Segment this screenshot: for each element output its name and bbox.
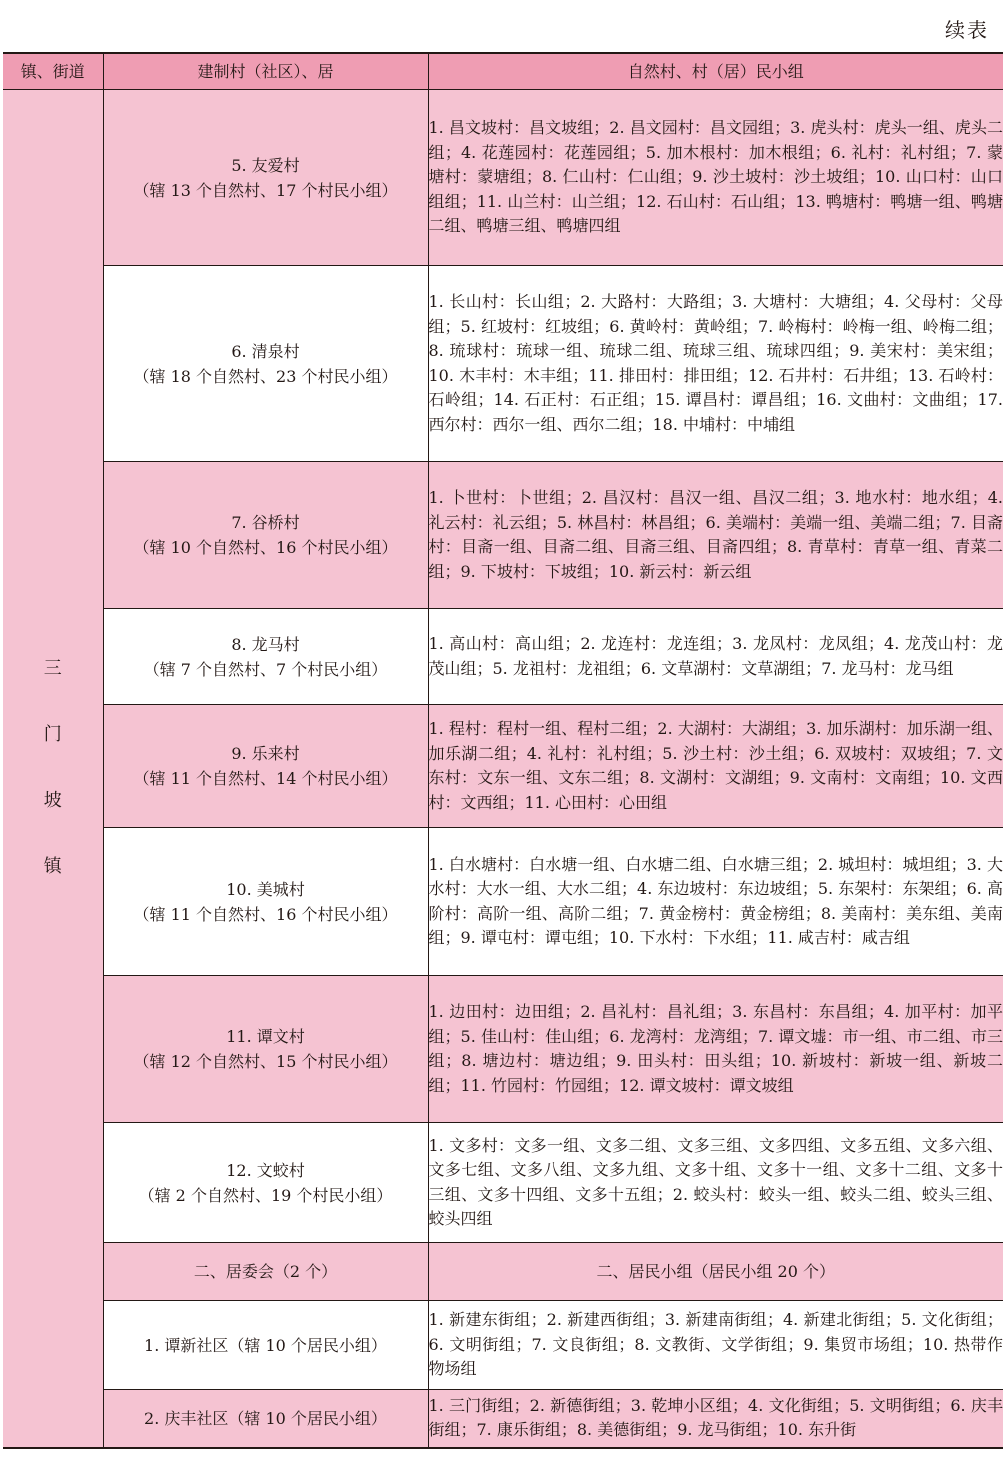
table-row: [3, 462, 1003, 609]
village-summary: （辖 2 个自然村、19 个村民小组）: [138, 1185, 393, 1205]
table-row: [3, 976, 1003, 1123]
village-cell: [103, 828, 428, 976]
village-name: 6. 清泉村: [231, 341, 300, 361]
community-cell: [103, 1301, 428, 1390]
groups-cell: [428, 705, 1003, 828]
groups-cell: [428, 462, 1003, 609]
committee-cell: [103, 1243, 428, 1301]
groups-text: 1. 三门街组；2. 新德街组；3. 乾坤小区组；4. 文化街组；5. 文明街组；6. 庆丰街组；7. 康乐街组；8. 美德街组；9. 龙马街组；10. 东升街: [428, 1395, 1003, 1440]
groups-text: 1. 程村：程村一组、程村二组；2. 大湖村：大湖组；3. 加乐湖村：加乐湖一组、加乐湖二组；4. 礼村：礼村组；5. 沙土村：沙土组；6. 双坡村：双坡组；7. 文东村：文东一组、文东二组；8. 文湖村：文湖组；9. 文南村：文南组；10. 文西村：文西组；11. 心田村：心田组: [428, 719, 1003, 812]
table-row: [3, 705, 1003, 828]
village-cell: [103, 609, 428, 705]
village-name: 8. 龙马村: [231, 634, 300, 654]
groups-cell: [428, 976, 1003, 1123]
village-name: 9. 乐来村: [231, 744, 300, 763]
village-name: 12. 文蛟村: [226, 1160, 305, 1180]
resident-groups-cell: [428, 1243, 1003, 1301]
resident-groups-label: 二、居民小组（居民小组 20 个）: [596, 1261, 836, 1281]
groups-cell: [428, 266, 1003, 462]
table-row: [3, 266, 1003, 462]
groups-text: 1. 文多村：文多一组、文多二组、文多三组、文多四组、文多五组、文多六组、文多七组、文多八组、文多九组、文多十组、文多十一组、文多十二组、文多十三组、文多十四组、文多十五组；2. 蛟头村：蛟头一组、蛟头二组、蛟头三组、蛟头四组: [428, 1135, 1003, 1228]
village-summary: （辖 13 个自然村、17 个村民小组）: [133, 180, 398, 200]
groups-text: 1. 白水塘村：白水塘一组、白水塘二组、白水塘三组；2. 城坦村：城坦组；3. 大水村：大水一组、大水二组；4. 东边坡村：东边坡组；5. 东架村：东架组；6. 高阶村：高阶一组、高阶二组；7. 黄金榜村：黄金榜组；8. 美南村：美东组、美南组；9. 谭屯村：谭屯组；10. 下水村：下水组；11. 咸吉村：咸吉组: [428, 854, 1003, 947]
groups-text: 1. 昌文坡村：昌文坡组；2. 昌文园村：昌文园组；3. 虎头村：虎头一组、虎头二组；4. 花莲园村：花莲园组；5. 加木根村：加木根组；6. 礼村：礼村组；7. 蒙塘村：蒙塘组；8. 仁山村：仁山组；9. 沙土坡村：沙土坡组；10. 山口村：山口组组；11. 山兰村：山兰组；12. 石山村：石山组；13. 鸭塘村：鸭塘一组、鸭塘二组、鸭塘三组、鸭塘四组: [428, 118, 1003, 236]
town-cell: [3, 90, 103, 1448]
village-cell: [103, 266, 428, 462]
committee-label: 二、居委会（2 个）: [193, 1262, 338, 1281]
column-header-groups: 自然村、村（居）民小组: [428, 53, 1003, 90]
groups-cell: [428, 609, 1003, 705]
table-row: [3, 1301, 1003, 1390]
continued-label: 续表: [945, 18, 989, 42]
groups-cell: [428, 90, 1003, 266]
community-name: 1. 谭新社区（辖 10 个居民小组）: [144, 1335, 387, 1355]
groups-text: 1. 高山村：高山组；2. 龙连村：龙连组；3. 龙凤村：龙凤组；4. 龙茂山村：龙茂山组；5. 龙祖村：龙祖组；6. 文草湖村：文草湖组；7. 龙马村：龙马组: [428, 634, 1003, 678]
village-cell: [103, 1123, 428, 1243]
table-row: [3, 609, 1003, 705]
village-summary: （辖 12 个自然村、15 个村民小组）: [133, 1052, 398, 1071]
community-cell: [103, 1390, 428, 1448]
groups-cell: [428, 1301, 1003, 1390]
village-cell: [103, 462, 428, 609]
community-name: 2. 庆丰社区（辖 10 个居民小组）: [144, 1408, 387, 1428]
groups-text: 1. 卜世村：卜世组；2. 昌汉村：昌汉一组、昌汉二组；3. 地水村：地水组；4. 礼云村：礼云组；5. 林昌村：林昌组；6. 美端村：美端一组、美端二组；7. 目斋村：目斋一组、目斋二组、目斋三组、目斋四组；8. 青草村：青草一组、青菜二组；9. 下坡村：下坡组；10. 新云村：新云组: [428, 488, 1003, 581]
village-cell: [103, 90, 428, 266]
village-name: 10. 美城村: [226, 879, 305, 899]
column-header-unit: 建制村（社区）、居: [103, 53, 428, 90]
village-summary: （辖 11 个自然村、14 个村民小组）: [133, 769, 398, 788]
village-cell: [103, 705, 428, 828]
table-row: [3, 1390, 1003, 1448]
table-row: [3, 90, 1003, 266]
village-summary: （辖 18 个自然村、23 个村民小组）: [133, 366, 398, 386]
village-summary: （辖 7 个自然村、7 个村民小组）: [143, 659, 388, 679]
village-summary: （辖 11 个自然村、16 个村民小组）: [133, 904, 398, 924]
village-cell: [103, 976, 428, 1123]
groups-text: 1. 新建东街组；2. 新建西街组；3. 新建南街组；4. 新建北街组；5. 文化街组；6. 文明街组；7. 文良街组；8. 文教街、文学街组；9. 集贸市场组；10. 热带作物场组: [428, 1310, 1003, 1379]
table-row: [3, 1243, 1003, 1301]
table-header-row: [3, 53, 1003, 90]
groups-text: 1. 长山村：长山组；2. 大路村：大路组；3. 大塘村：大塘组；4. 父母村：父母组；5. 红坡村：红坡组；6. 黄岭村：黄岭组；7. 岭梅村：岭梅一组、岭梅二组；8. 琉球村：琉球一组、琉球二组、琉球三组、琉球四组；9. 美宋村：美宋组；10. 木丰村：木丰组；11. 排田村：排田组；12. 石井村：石井组；13. 石岭村：石岭组；14. 石正村：石正组；15. 谭昌村：谭昌组；16. 文曲村：文曲组；17. 西尔村：西尔一组、西尔二组；18. 中埔村：中埔组: [428, 292, 1003, 434]
village-name: 5. 友爱村: [231, 155, 300, 175]
groups-cell: [428, 1390, 1003, 1448]
table-row: [3, 1123, 1003, 1243]
table-row: [3, 828, 1003, 976]
village-name: 7. 谷桥村: [231, 513, 300, 532]
column-header-town: 镇、街道: [3, 53, 103, 90]
town-name: 三门坡镇: [43, 658, 62, 878]
village-name: 11. 谭文村: [226, 1027, 305, 1046]
groups-text: 1. 边田村：边田组；2. 昌礼村：昌礼组；3. 东昌村：东昌组；4. 加平村：加平组；5. 佳山村：佳山组；6. 龙湾村：龙湾组；7. 谭文墟：市一组、市二组、市三组；8. 塘边村：塘边组；9. 田头村：田头组；10. 新坡村：新坡一组、新坡二组；11. 竹园村：竹园组；12. 谭文坡村：谭文坡组: [428, 1002, 1003, 1095]
village-group-table: [3, 52, 1003, 1449]
village-summary: （辖 10 个自然村、16 个村民小组）: [133, 538, 398, 557]
groups-cell: [428, 1123, 1003, 1243]
groups-cell: [428, 828, 1003, 976]
